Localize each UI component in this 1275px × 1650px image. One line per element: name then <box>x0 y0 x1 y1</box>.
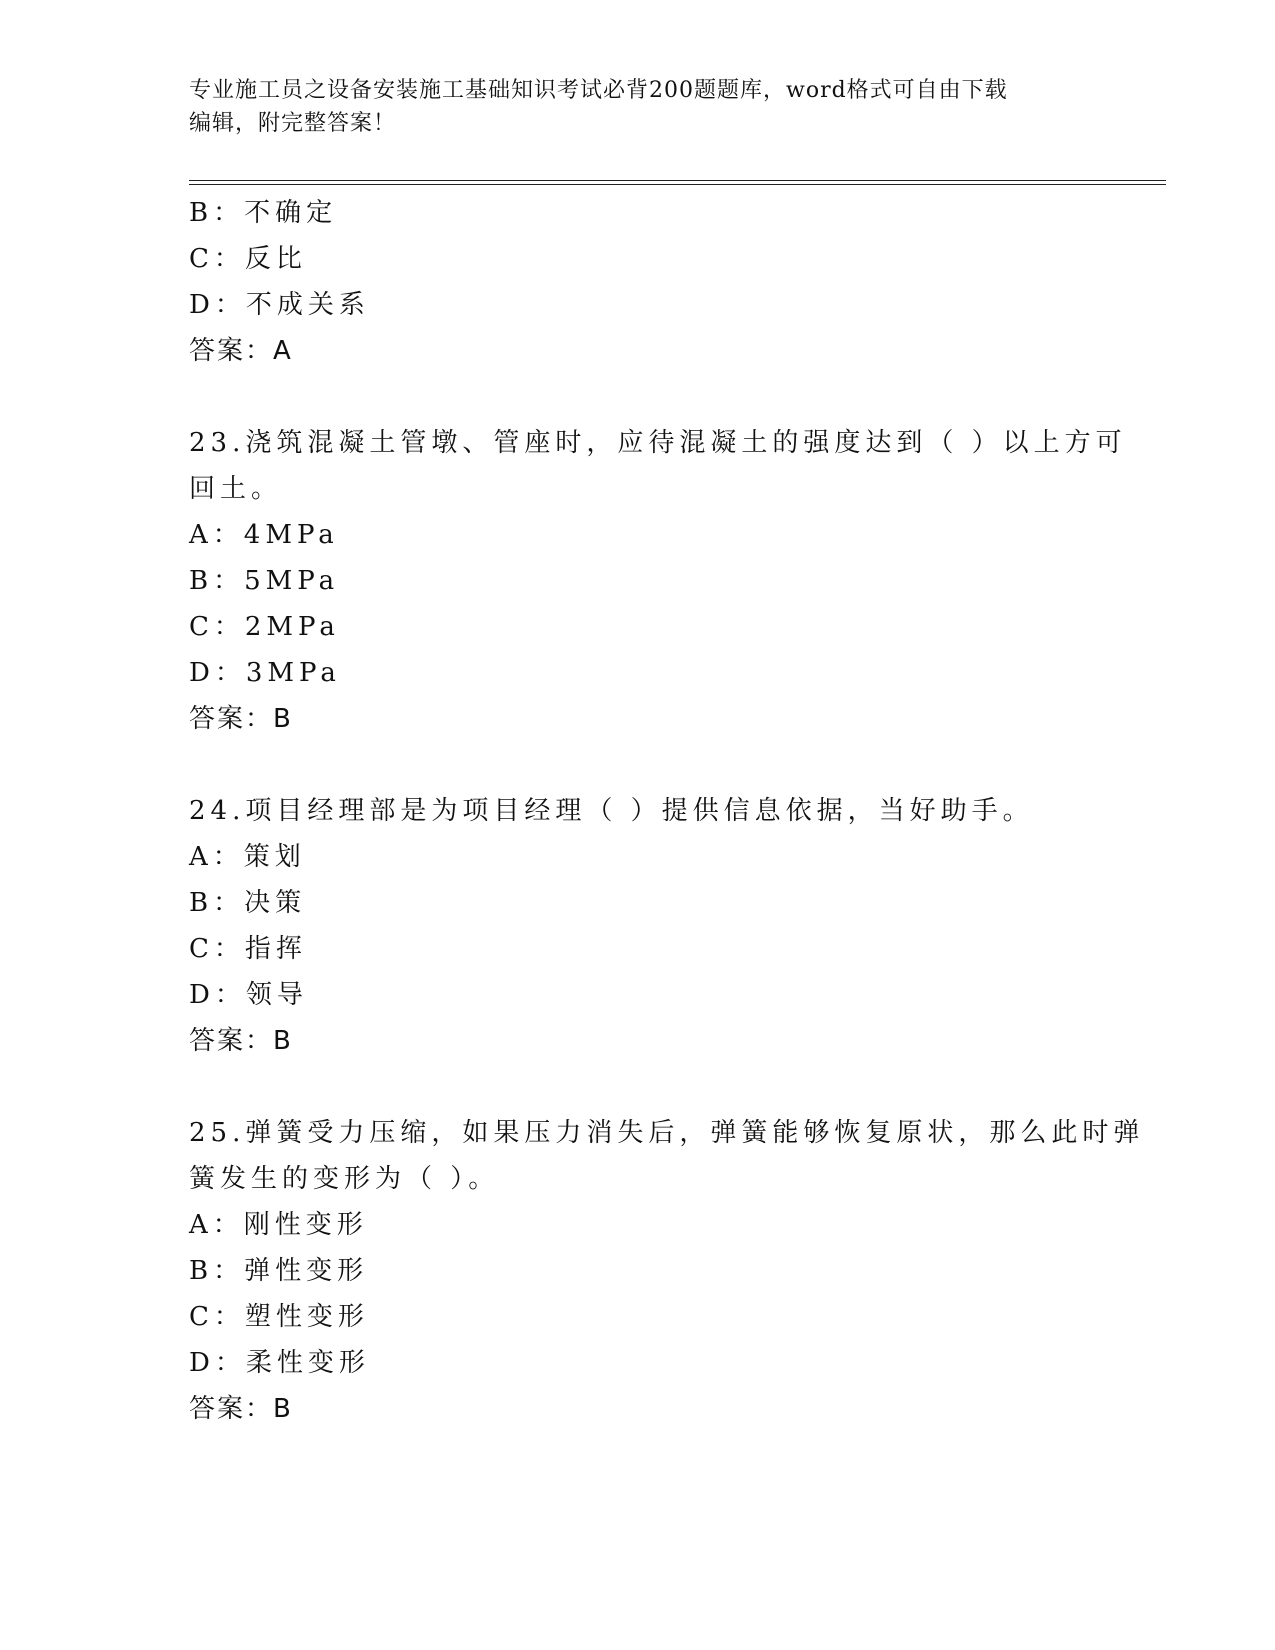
question-22 <box>189 190 1089 374</box>
header-divider-top <box>189 180 1166 181</box>
question-23 <box>189 420 1127 742</box>
answer-line: 答案：B <box>189 704 293 734</box>
spacer <box>189 374 1089 420</box>
option-a: A：策划 <box>189 842 306 872</box>
option-a: A：刚性变形 <box>189 1210 368 1240</box>
option-c: C：2MPa <box>189 612 340 642</box>
question-text-line-2: 回土。 <box>189 474 283 504</box>
header-title-line-1: 专业施工员之设备安装施工基础知识考试必背200题题库，word格式可自由下载 <box>189 78 1008 103</box>
option-d: D：领导 <box>189 980 308 1010</box>
answer-line: 答案：A <box>189 336 293 366</box>
option-c: C：反比 <box>189 244 307 274</box>
answer-line: 答案：B <box>189 1394 293 1424</box>
question-24 <box>189 788 1089 1064</box>
option-a: A：4MPa <box>189 520 339 550</box>
answer-line: 答案：B <box>189 1026 293 1056</box>
option-c: C：指挥 <box>189 934 307 964</box>
question-25 <box>189 1110 1145 1432</box>
question-list <box>189 190 1145 1432</box>
option-b: B：5MPa <box>189 566 340 596</box>
spacer <box>189 742 1089 788</box>
question-text-line-1: 25.弹簧受力压缩，如果压力消失后，弹簧能够恢复原状，那么此时弹 <box>189 1118 1145 1148</box>
question-text-line-1: 24.项目经理部是为项目经理（ ）提供信息依据，当好助手。 <box>189 796 1034 826</box>
option-b: B：决策 <box>189 888 307 918</box>
question-text-line-1: 23.浇筑混凝土管墩、管座时，应待混凝土的强度达到（ ）以上方可 <box>189 428 1127 458</box>
option-b: B：弹性变形 <box>189 1256 369 1286</box>
option-b: B：不确定 <box>189 198 338 228</box>
question-text-line-2: 簧发生的变形为（ ）。 <box>189 1164 500 1194</box>
header-divider-bottom <box>189 184 1166 185</box>
option-d: D：3MPa <box>189 658 341 688</box>
option-c: C：塑性变形 <box>189 1302 369 1332</box>
header-title-line-2: 编辑，附完整答案！ <box>189 111 397 136</box>
option-d: D：柔性变形 <box>189 1348 370 1378</box>
spacer <box>189 1064 1089 1110</box>
document-header <box>189 74 1089 140</box>
option-d: D：不成关系 <box>189 290 370 320</box>
